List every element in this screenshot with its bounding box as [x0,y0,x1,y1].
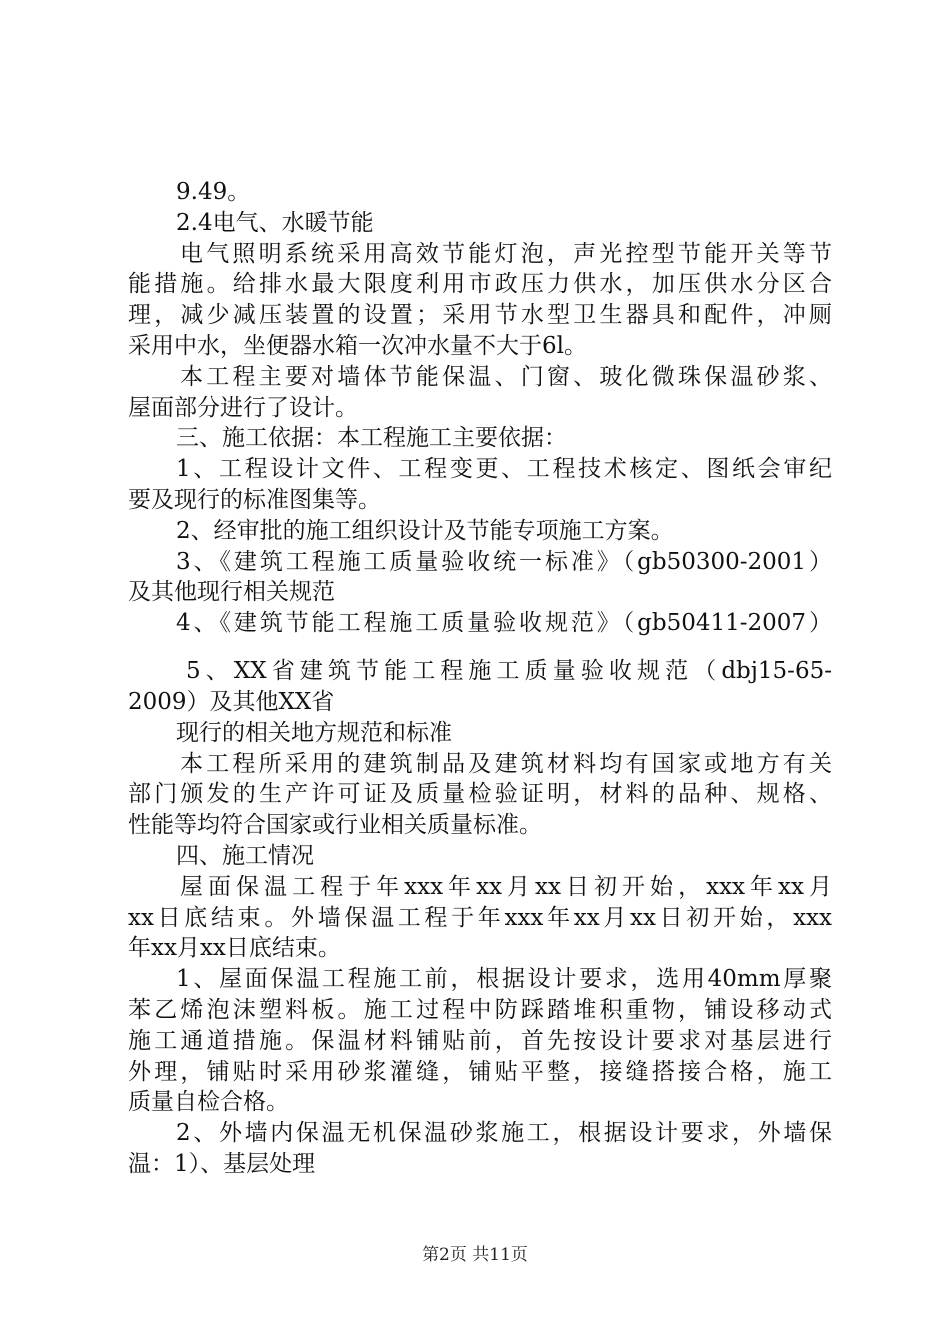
text-line: 部门颁发的生产许可证及质量检验证明，材料的品种、规格、 [128,781,832,807]
section-heading: 三、施工依据：本工程施工主要依据： [176,425,567,451]
text-line: 3、《建筑工程施工质量验收统一标准》（gb50300-2001） [176,549,832,575]
text-line: 能措施。给排水最大限度利用市政压力供水，加压供水分区合 [128,271,832,297]
text-line: 现行的相关地方规范和标准 [176,720,452,746]
text-line: 屋面部分进行了设计。 [128,395,358,421]
section-heading: 四、施工情况 [176,843,314,869]
text-line: 2009）及其他XX省 [128,689,335,715]
text-line: 5、XX省建筑节能工程施工质量验收规范（dbj15-65- [186,658,832,684]
section-heading: 2.4电气、水暖节能 [176,210,374,236]
text-line: 苯乙烯泡沫塑料板。施工过程中防踩踏堆积重物，铺设移动式 [128,997,832,1023]
text-line: 9.49。 [176,179,251,205]
text-line: 外理，铺贴时采用砂浆灌缝，铺贴平整，接缝搭接合格，施工 [128,1059,832,1085]
text-line: 性能等均符合国家或行业相关质量标准。 [128,812,542,838]
page-footer: 第2页 共11页 [422,1245,528,1265]
text-line: 2、经审批的施工组织设计及节能专项施工方案。 [176,518,674,544]
text-line: 年xx月xx日底结束。 [128,935,341,961]
text-line: 本工程所采用的建筑制品及建筑材料均有国家或地方有关 [180,751,832,777]
text-line: 施工通道措施。保温材料铺贴前，首先按设计要求对基层进行 [128,1028,832,1054]
text-line: 要及现行的标准图集等。 [128,487,381,513]
text-line: 本工程主要对墙体节能保温、门窗、玻化微珠保温砂浆、 [180,364,832,390]
text-line: 电气照明系统采用高效节能灯泡，声光控型节能开关等节 [180,241,832,267]
text-line: 质量自检合格。 [128,1089,289,1115]
text-line: 采用中水，坐便器水箱一次冲水量不大于6l。 [128,333,587,359]
text-line: 4、《建筑节能工程施工质量验收规范》（gb50411-2007） [176,610,832,636]
text-line: 及其他现行相关规范 [128,579,335,605]
text-line: 屋面保温工程于年xxx年xx月xx日初开始，xxx年xx月 [180,874,832,900]
text-line: 1、屋面保温工程施工前，根据设计要求，选用40mm厚聚 [176,966,832,992]
text-line: 2、外墙内保温无机保温砂浆施工，根据设计要求，外墙保 [176,1120,832,1146]
text-line: 理，减少减压装置的设置；采用节水型卫生器具和配件，冲厕 [128,302,832,328]
text-line: 1、工程设计文件、工程变更、工程技术核定、图纸会审纪 [176,456,832,482]
text-line: xx日底结束。外墙保温工程于年xxx年xx月xx日初开始，xxx [128,905,832,931]
text-line: 温：1）、基层处理 [128,1151,316,1177]
